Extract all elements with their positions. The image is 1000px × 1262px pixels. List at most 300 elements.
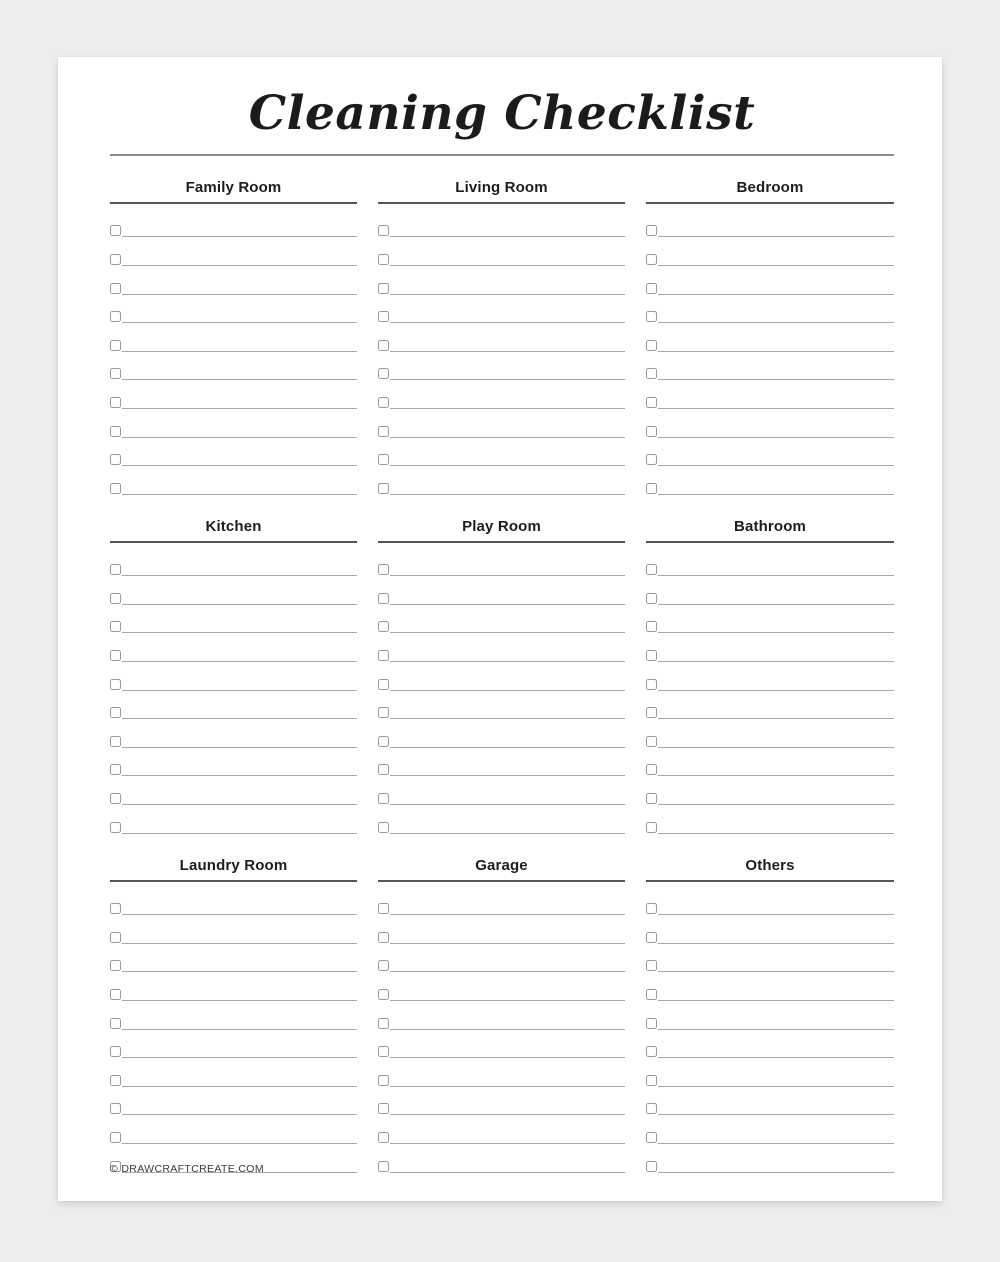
- checklist-section: [378, 856, 625, 1173]
- checkbox-icon[interactable]: [378, 1075, 389, 1086]
- checkbox-icon[interactable]: [646, 454, 657, 465]
- section-divider: [110, 202, 357, 204]
- task-write-line[interactable]: [390, 236, 625, 237]
- task-write-line[interactable]: [658, 1143, 894, 1144]
- checklist-section: [378, 517, 625, 834]
- task-write-line[interactable]: [658, 804, 894, 805]
- checklist-row: [110, 380, 357, 409]
- checklist-row: [646, 1058, 894, 1087]
- checklist-row: [110, 409, 357, 438]
- task-write-line[interactable]: [390, 804, 625, 805]
- checkbox-icon[interactable]: [378, 822, 389, 833]
- checklist-row: [110, 887, 357, 916]
- checkbox-icon[interactable]: [110, 426, 121, 437]
- checklist-row: [646, 605, 894, 634]
- task-write-line[interactable]: [658, 465, 894, 466]
- checkbox-icon[interactable]: [110, 254, 121, 265]
- checkbox-icon[interactable]: [646, 960, 657, 971]
- checklist-row: [646, 972, 894, 1001]
- task-write-line[interactable]: [390, 747, 625, 748]
- checklist-row: [646, 719, 894, 748]
- checkbox-icon[interactable]: [646, 397, 657, 408]
- task-write-line[interactable]: [658, 265, 894, 266]
- checkbox-icon[interactable]: [378, 1161, 389, 1172]
- checkbox-icon[interactable]: [378, 311, 389, 322]
- task-write-line[interactable]: [658, 236, 894, 237]
- checklist-row: [378, 1087, 625, 1116]
- task-write-line[interactable]: [122, 1086, 357, 1087]
- task-write-line[interactable]: [390, 604, 625, 605]
- task-write-line[interactable]: [390, 1000, 625, 1001]
- checkbox-icon[interactable]: [378, 679, 389, 690]
- checklist-section: [646, 517, 894, 834]
- checklist-row: [646, 295, 894, 324]
- checkbox-icon[interactable]: [110, 707, 121, 718]
- checkbox-icon[interactable]: [110, 340, 121, 351]
- checklist-row: [378, 466, 625, 495]
- task-write-line[interactable]: [122, 943, 357, 944]
- task-write-line[interactable]: [122, 914, 357, 915]
- checkbox-icon[interactable]: [646, 283, 657, 294]
- task-write-line[interactable]: [122, 1029, 357, 1030]
- checkbox-icon[interactable]: [378, 1132, 389, 1143]
- checkbox-icon[interactable]: [646, 989, 657, 1000]
- task-write-line[interactable]: [658, 494, 894, 495]
- section-title-laundry-room: Laundry Room: [179, 856, 288, 874]
- checklist-section: [110, 856, 357, 1173]
- checkbox-icon[interactable]: [378, 1103, 389, 1114]
- task-write-line[interactable]: [390, 1143, 625, 1144]
- checklist-row: [378, 887, 625, 916]
- checkbox-icon[interactable]: [110, 1103, 121, 1114]
- checkbox-icon[interactable]: [646, 1132, 657, 1143]
- checklist-row: [646, 748, 894, 777]
- task-write-line[interactable]: [658, 747, 894, 748]
- checklist-row: [378, 295, 625, 324]
- checklist-row: [646, 691, 894, 720]
- checkbox-icon[interactable]: [378, 454, 389, 465]
- checkbox-icon[interactable]: [646, 225, 657, 236]
- checkbox-icon[interactable]: [378, 621, 389, 632]
- checklist-row: [378, 691, 625, 720]
- task-write-line[interactable]: [122, 322, 357, 323]
- task-write-line[interactable]: [658, 943, 894, 944]
- task-write-line[interactable]: [658, 690, 894, 691]
- checklist-row: [378, 915, 625, 944]
- checkbox-icon[interactable]: [110, 593, 121, 604]
- checklist-row: [378, 1058, 625, 1087]
- task-write-line[interactable]: [658, 1172, 894, 1173]
- checkbox-icon[interactable]: [110, 679, 121, 690]
- checklist-row: [646, 1001, 894, 1030]
- checklist-grid: [110, 178, 894, 1195]
- checkbox-icon[interactable]: [646, 483, 657, 494]
- checklist-row: [378, 633, 625, 662]
- checkbox-icon[interactable]: [378, 254, 389, 265]
- checklist-row: [110, 1058, 357, 1087]
- task-write-line[interactable]: [658, 294, 894, 295]
- task-write-line[interactable]: [658, 775, 894, 776]
- checkbox-icon[interactable]: [646, 564, 657, 575]
- checklist-row: [378, 209, 625, 238]
- checkbox-icon[interactable]: [110, 1132, 121, 1143]
- checkbox-icon[interactable]: [378, 1018, 389, 1029]
- section-title-play-room: Play Room: [462, 517, 541, 535]
- task-write-line[interactable]: [122, 575, 357, 576]
- task-write-line[interactable]: [658, 1000, 894, 1001]
- checkbox-icon[interactable]: [646, 736, 657, 747]
- checklist-row: [646, 1030, 894, 1059]
- checkbox-icon[interactable]: [110, 225, 121, 236]
- task-write-line[interactable]: [390, 351, 625, 352]
- checkbox-icon[interactable]: [378, 1046, 389, 1057]
- checklist-row: [646, 466, 894, 495]
- task-write-line[interactable]: [122, 747, 357, 748]
- printable-page: [58, 57, 942, 1201]
- checkbox-icon[interactable]: [646, 903, 657, 914]
- checklist-row: [110, 719, 357, 748]
- checklist-row: [646, 438, 894, 467]
- checklist-row: [378, 805, 625, 834]
- checkbox-icon[interactable]: [646, 1161, 657, 1172]
- section-title-bedroom: Bedroom: [736, 178, 804, 196]
- checklist-row: [110, 323, 357, 352]
- checkbox-icon[interactable]: [110, 564, 121, 575]
- task-write-line[interactable]: [658, 661, 894, 662]
- checkbox-icon[interactable]: [646, 368, 657, 379]
- checklist-row: [378, 438, 625, 467]
- checklist-row: [646, 576, 894, 605]
- checklist-row: [110, 748, 357, 777]
- checkbox-icon[interactable]: [646, 311, 657, 322]
- section-divider: [646, 541, 894, 543]
- task-write-line[interactable]: [658, 351, 894, 352]
- checklist-row: [110, 691, 357, 720]
- checklist-row: [110, 237, 357, 266]
- checklist-row: [378, 323, 625, 352]
- checklist-row: [110, 266, 357, 295]
- checkbox-icon[interactable]: [378, 225, 389, 236]
- section-divider: [646, 880, 894, 882]
- checkbox-icon[interactable]: [646, 1046, 657, 1057]
- checklist-row: [378, 776, 625, 805]
- task-write-line[interactable]: [658, 718, 894, 719]
- task-write-line[interactable]: [658, 1029, 894, 1030]
- checkbox-icon[interactable]: [378, 368, 389, 379]
- task-write-line[interactable]: [390, 1114, 625, 1115]
- task-write-line[interactable]: [122, 775, 357, 776]
- task-write-line[interactable]: [122, 604, 357, 605]
- checklist-row: [378, 1030, 625, 1059]
- task-write-line[interactable]: [658, 632, 894, 633]
- checkbox-icon[interactable]: [110, 903, 121, 914]
- checkbox-icon[interactable]: [646, 932, 657, 943]
- checklist-row: [110, 576, 357, 605]
- checkbox-icon[interactable]: [110, 397, 121, 408]
- task-write-line[interactable]: [658, 1057, 894, 1058]
- checkbox-icon[interactable]: [110, 989, 121, 1000]
- checklist-row: [378, 662, 625, 691]
- section-divider: [378, 880, 625, 882]
- checkbox-icon[interactable]: [646, 593, 657, 604]
- checkbox-icon[interactable]: [378, 707, 389, 718]
- checklist-row: [110, 209, 357, 238]
- checklist-section: [110, 178, 357, 495]
- checklist-row: [646, 887, 894, 916]
- checkbox-icon[interactable]: [646, 340, 657, 351]
- checkbox-icon[interactable]: [110, 1018, 121, 1029]
- task-write-line[interactable]: [390, 632, 625, 633]
- checklist-row: [110, 805, 357, 834]
- task-write-line[interactable]: [390, 1057, 625, 1058]
- section-title-garage: Garage: [475, 856, 528, 874]
- checkbox-icon[interactable]: [646, 822, 657, 833]
- task-write-line[interactable]: [122, 1114, 357, 1115]
- checklist-row: [646, 209, 894, 238]
- checkbox-icon[interactable]: [110, 736, 121, 747]
- checkbox-icon[interactable]: [646, 679, 657, 690]
- checklist-row: [378, 719, 625, 748]
- checkbox-icon[interactable]: [646, 254, 657, 265]
- checklist-row: [646, 1144, 894, 1173]
- checklist-row: [110, 1030, 357, 1059]
- checkbox-icon[interactable]: [378, 960, 389, 971]
- checklist-row: [110, 915, 357, 944]
- checkbox-icon[interactable]: [378, 989, 389, 1000]
- checkbox-icon[interactable]: [378, 426, 389, 437]
- checklist-row: [646, 266, 894, 295]
- checkbox-icon[interactable]: [646, 764, 657, 775]
- checklist-row: [110, 466, 357, 495]
- checklist-row: [110, 352, 357, 381]
- checklist-row: [110, 1001, 357, 1030]
- footer-copyright: © DRAWCRAFTCREATE.COM: [110, 1163, 264, 1175]
- checklist-row: [646, 409, 894, 438]
- task-write-line[interactable]: [390, 294, 625, 295]
- task-write-line[interactable]: [122, 804, 357, 805]
- task-write-line[interactable]: [122, 265, 357, 266]
- checklist-row: [110, 605, 357, 634]
- checklist-row: [378, 1001, 625, 1030]
- checkbox-icon[interactable]: [378, 564, 389, 575]
- checkbox-icon[interactable]: [378, 903, 389, 914]
- checklist-row: [110, 438, 357, 467]
- checklist-row: [646, 380, 894, 409]
- checklist-row: [110, 1115, 357, 1144]
- task-write-line[interactable]: [390, 575, 625, 576]
- checklist-row: [110, 776, 357, 805]
- checkbox-icon[interactable]: [110, 283, 121, 294]
- checklist-row: [646, 633, 894, 662]
- task-write-line[interactable]: [658, 322, 894, 323]
- checkbox-icon[interactable]: [378, 736, 389, 747]
- title-divider: [110, 154, 894, 156]
- checklist-row: [378, 576, 625, 605]
- task-write-line[interactable]: [122, 1000, 357, 1001]
- task-write-line[interactable]: [390, 943, 625, 944]
- checkbox-icon[interactable]: [110, 650, 121, 661]
- task-write-line[interactable]: [122, 236, 357, 237]
- section-title-others: Others: [745, 856, 795, 874]
- checkbox-icon[interactable]: [646, 426, 657, 437]
- task-write-line[interactable]: [658, 971, 894, 972]
- checkbox-icon[interactable]: [646, 650, 657, 661]
- checkbox-icon[interactable]: [110, 960, 121, 971]
- task-write-line[interactable]: [658, 408, 894, 409]
- checkbox-icon[interactable]: [110, 1075, 121, 1086]
- task-write-line[interactable]: [390, 1172, 625, 1173]
- checkbox-icon[interactable]: [110, 368, 121, 379]
- task-write-line[interactable]: [122, 408, 357, 409]
- checkbox-icon[interactable]: [378, 793, 389, 804]
- task-write-line[interactable]: [390, 1086, 625, 1087]
- checkbox-icon[interactable]: [646, 1018, 657, 1029]
- checklist-row: [378, 944, 625, 973]
- checklist-row: [646, 323, 894, 352]
- task-write-line[interactable]: [122, 351, 357, 352]
- checklist-row: [378, 605, 625, 634]
- checklist-row: [110, 662, 357, 691]
- task-write-line[interactable]: [658, 437, 894, 438]
- checkbox-icon[interactable]: [378, 397, 389, 408]
- task-write-line[interactable]: [122, 494, 357, 495]
- task-write-line[interactable]: [658, 914, 894, 915]
- checkbox-icon[interactable]: [378, 483, 389, 494]
- task-write-line[interactable]: [658, 833, 894, 834]
- task-write-line[interactable]: [122, 718, 357, 719]
- checkbox-icon[interactable]: [378, 593, 389, 604]
- task-write-line[interactable]: [658, 1086, 894, 1087]
- task-write-line[interactable]: [390, 494, 625, 495]
- checklist-row: [646, 352, 894, 381]
- checkbox-icon[interactable]: [110, 311, 121, 322]
- task-write-line[interactable]: [390, 718, 625, 719]
- checkbox-icon[interactable]: [110, 764, 121, 775]
- checklist-row: [646, 805, 894, 834]
- checkbox-icon[interactable]: [110, 621, 121, 632]
- section-divider: [110, 541, 357, 543]
- checkbox-icon[interactable]: [378, 764, 389, 775]
- checklist-row: [110, 972, 357, 1001]
- checklist-row: [646, 915, 894, 944]
- page-content: [110, 57, 894, 1201]
- checklist-row: [378, 237, 625, 266]
- checkbox-icon[interactable]: [646, 1103, 657, 1114]
- task-write-line[interactable]: [122, 379, 357, 380]
- checkbox-icon[interactable]: [110, 793, 121, 804]
- task-write-line[interactable]: [122, 1143, 357, 1144]
- task-write-line[interactable]: [390, 833, 625, 834]
- checklist-row: [378, 352, 625, 381]
- checklist-row: [378, 972, 625, 1001]
- task-write-line[interactable]: [390, 322, 625, 323]
- task-write-line[interactable]: [390, 661, 625, 662]
- task-write-line[interactable]: [122, 690, 357, 691]
- task-write-line[interactable]: [122, 465, 357, 466]
- task-write-line[interactable]: [658, 379, 894, 380]
- checkbox-icon[interactable]: [110, 483, 121, 494]
- section-divider: [378, 541, 625, 543]
- checkbox-icon[interactable]: [110, 454, 121, 465]
- task-write-line[interactable]: [390, 1029, 625, 1030]
- checkbox-icon[interactable]: [646, 793, 657, 804]
- task-write-line[interactable]: [390, 690, 625, 691]
- checklist-section: [378, 178, 625, 495]
- checklist-row: [378, 266, 625, 295]
- task-write-line[interactable]: [390, 914, 625, 915]
- task-write-line[interactable]: [122, 632, 357, 633]
- checklist-row: [378, 1115, 625, 1144]
- task-write-line[interactable]: [390, 437, 625, 438]
- checklist-row: [110, 1087, 357, 1116]
- task-write-line[interactable]: [658, 1114, 894, 1115]
- checklist-row: [646, 776, 894, 805]
- checkbox-icon[interactable]: [378, 283, 389, 294]
- checklist-row: [110, 295, 357, 324]
- task-write-line[interactable]: [122, 1057, 357, 1058]
- section-divider: [378, 202, 625, 204]
- checkbox-icon[interactable]: [378, 932, 389, 943]
- checklist-row: [378, 748, 625, 777]
- checkbox-icon[interactable]: [378, 650, 389, 661]
- checklist-section: [110, 517, 357, 834]
- task-write-line[interactable]: [122, 661, 357, 662]
- task-write-line[interactable]: [658, 575, 894, 576]
- checklist-row: [646, 1115, 894, 1144]
- checkbox-icon[interactable]: [378, 340, 389, 351]
- checklist-row: [646, 237, 894, 266]
- checklist-section: [646, 178, 894, 495]
- task-write-line[interactable]: [658, 604, 894, 605]
- section-title-kitchen: Kitchen: [205, 517, 262, 535]
- task-write-line[interactable]: [390, 971, 625, 972]
- checkbox-icon[interactable]: [110, 822, 121, 833]
- checklist-row: [378, 409, 625, 438]
- task-write-line[interactable]: [122, 971, 357, 972]
- checklist-row: [646, 944, 894, 973]
- checklist-section: [646, 856, 894, 1173]
- section-divider: [646, 202, 894, 204]
- checklist-row: [646, 548, 894, 577]
- checklist-row: [646, 1087, 894, 1116]
- checkbox-icon[interactable]: [110, 932, 121, 943]
- checklist-row: [646, 662, 894, 691]
- section-title-family-room: Family Room: [185, 178, 282, 196]
- task-write-line[interactable]: [390, 379, 625, 380]
- checkbox-icon[interactable]: [646, 707, 657, 718]
- checklist-row: [110, 633, 357, 662]
- section-title-bathroom: Bathroom: [733, 517, 807, 535]
- task-write-line[interactable]: [122, 294, 357, 295]
- checklist-row: [378, 1144, 625, 1173]
- checklist-row: [378, 548, 625, 577]
- section-title-living-room: Living Room: [455, 178, 548, 196]
- checkbox-icon[interactable]: [646, 621, 657, 632]
- task-write-line[interactable]: [390, 775, 625, 776]
- task-write-line[interactable]: [390, 265, 625, 266]
- checkbox-icon[interactable]: [646, 1075, 657, 1086]
- task-write-line[interactable]: [390, 465, 625, 466]
- checklist-row: [110, 944, 357, 973]
- page-title: Cleaning Checklist: [248, 86, 756, 141]
- checklist-row: [378, 380, 625, 409]
- task-write-line[interactable]: [390, 408, 625, 409]
- checklist-row: [110, 548, 357, 577]
- checkbox-icon[interactable]: [110, 1046, 121, 1057]
- section-divider: [110, 880, 357, 882]
- task-write-line[interactable]: [122, 437, 357, 438]
- task-write-line[interactable]: [122, 833, 357, 834]
